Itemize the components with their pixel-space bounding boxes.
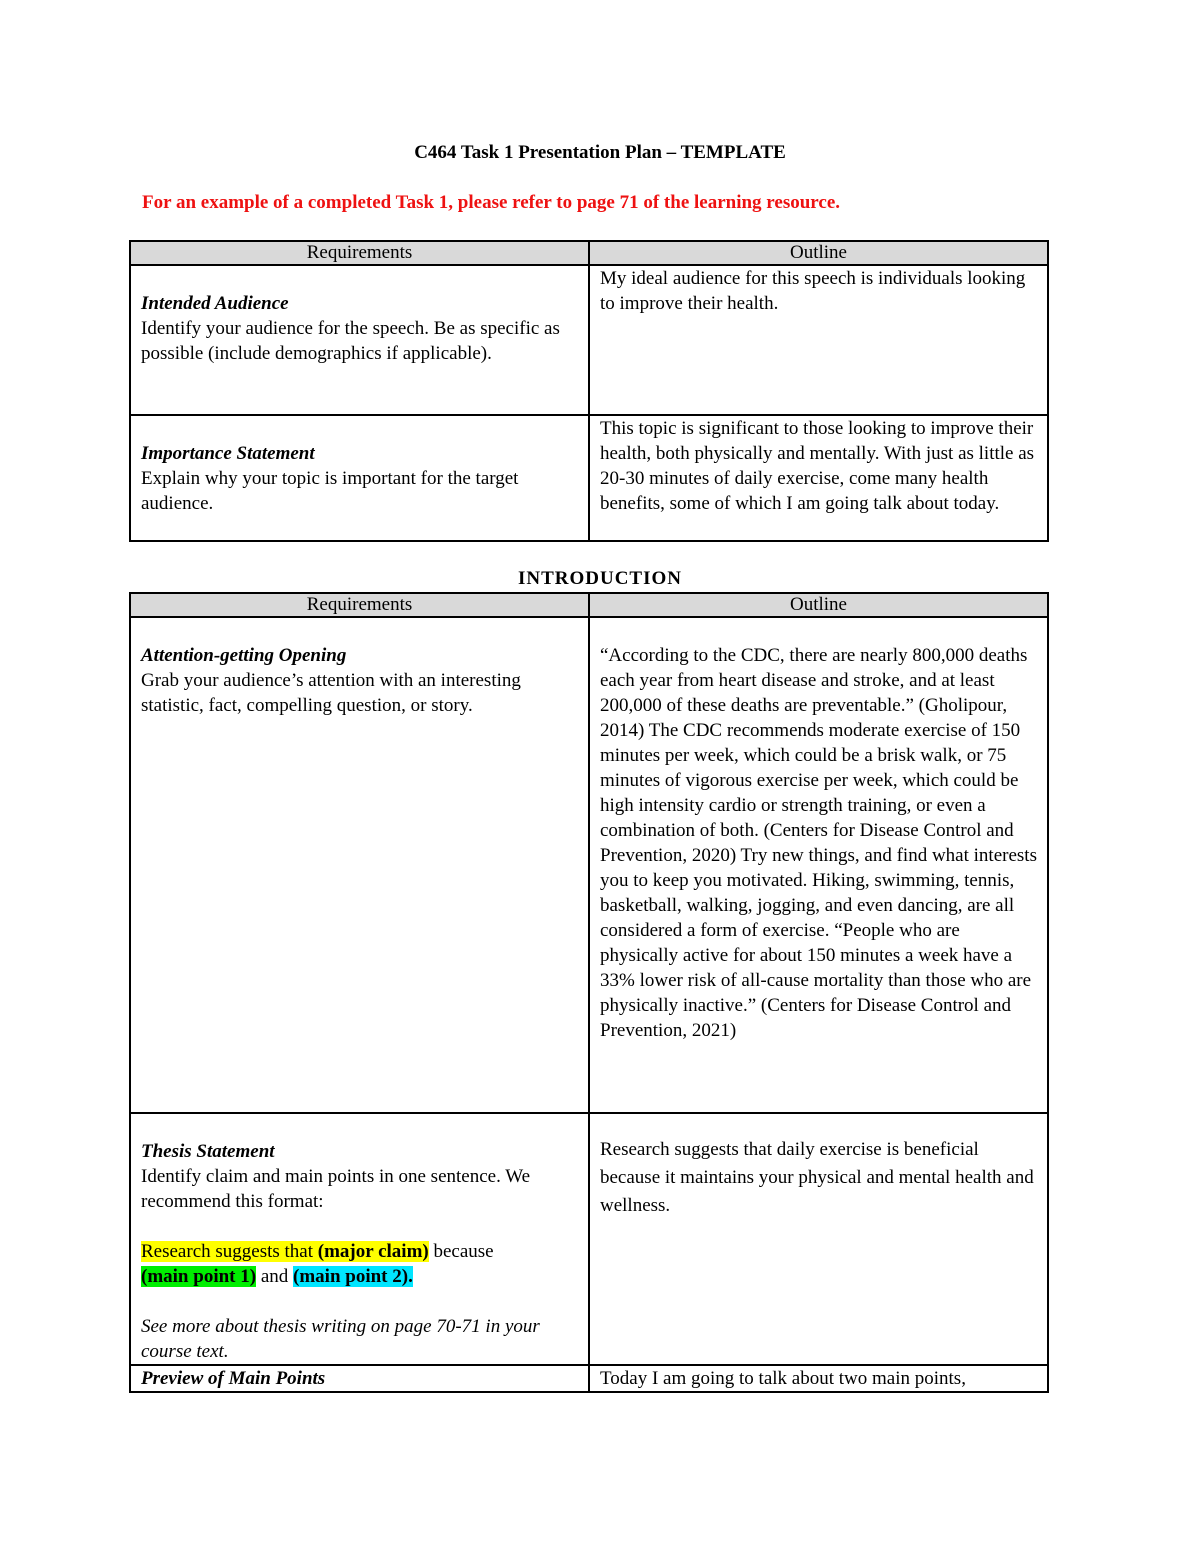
attention-opening-label: Attention-getting Opening xyxy=(141,645,347,666)
requirement-cell xyxy=(130,415,589,541)
thesis-statement-label: Thesis Statement xyxy=(141,1141,275,1162)
example-note: For an example of a completed Task 1, please refer to page 71 of the learning resource. xyxy=(142,192,840,213)
importance-statement-label: Importance Statement xyxy=(141,443,315,464)
header-outline: Outline xyxy=(589,241,1048,265)
outline-cell: Today I am going to talk about two main points, xyxy=(589,1365,1048,1392)
introduction-table xyxy=(129,592,1049,1393)
document-title: C464 Task 1 Presentation Plan – TEMPLATE xyxy=(414,142,786,163)
format-and: and xyxy=(256,1266,294,1287)
introduction-heading: INTRODUCTION xyxy=(517,568,683,589)
preview-main-points-label: Preview of Main Points xyxy=(141,1368,326,1389)
table-row xyxy=(130,617,1048,1113)
outline-cell: This topic is significant to those looking to improve their health, both physically and mentally. With just as little as 20-30 minutes of daily exercise, come many health benefits, some of which I am going talk about today. xyxy=(589,415,1048,541)
audience-table xyxy=(129,240,1049,542)
format-main-point-2: (main point 2). xyxy=(293,1266,413,1287)
table-row xyxy=(130,1365,1048,1392)
outline-cell xyxy=(589,617,1048,1113)
outline-cell: My ideal audience for this speech is individuals looking to improve their health. xyxy=(589,265,1048,415)
header-requirements: Requirements xyxy=(130,241,589,265)
requirement-cell xyxy=(130,617,589,1113)
header-requirements: Requirements xyxy=(130,593,589,617)
table-row xyxy=(130,265,1048,415)
requirement-cell xyxy=(130,1113,589,1365)
attention-opening-description: Grab your audience’s attention with an interesting statistic, fact, compelling question, or story. xyxy=(141,670,521,716)
format-because: because xyxy=(428,1241,494,1262)
thesis-see-more: See more about thesis writing on page 70-71 in your course text. xyxy=(141,1316,540,1362)
format-major-claim: (major claim) xyxy=(317,1241,429,1262)
intended-audience-label: Intended Audience xyxy=(141,293,289,314)
outline-cell xyxy=(589,1113,1048,1365)
attention-opening-outline: “According to the CDC, there are nearly 800,000 deaths each year from heart disease and stroke, and at least 200,000 of these deaths are preventable.” (Gholipour, 2014) The CDC recommends moderate exercise of 150 minutes per week, which could be a brisk walk, or 75 minutes of vigorous exercise per week, which could be high intensity cardio or strength training, or even a combination of both. (Centers for Disease Control and Prevention, 2020) Try new things, and find what interests you to keep you motivated. Hiking, swimming, tennis, basketball, walking, jogging, and even dancing, are all considered a form of exercise. “People who are physically active for about 150 minutes a week have a 33% lower risk of all-cause mortality than those who are physically inactive.” (Centers for Disease Control and Prevention, 2021) xyxy=(600,645,1037,1041)
requirement-cell xyxy=(130,1365,589,1392)
format-research-suggests: Research suggests that xyxy=(141,1241,318,1262)
requirement-cell xyxy=(130,265,589,415)
importance-statement-description: Explain why your topic is important for the target audience. xyxy=(141,468,519,514)
thesis-format-example xyxy=(141,1239,578,1289)
intended-audience-description: Identify your audience for the speech. Be as specific as possible (include demographics if applicable). xyxy=(141,318,560,364)
table-row xyxy=(130,415,1048,541)
thesis-statement-description: Identify claim and main points in one sentence. We recommend this format: xyxy=(141,1166,531,1212)
header-outline: Outline xyxy=(589,593,1048,617)
table-row xyxy=(130,1113,1048,1365)
format-main-point-1: (main point 1) xyxy=(141,1266,257,1287)
thesis-statement-outline: Research suggests that daily exercise is beneficial because it maintains your physical and mental health and wellness. xyxy=(600,1139,1034,1216)
